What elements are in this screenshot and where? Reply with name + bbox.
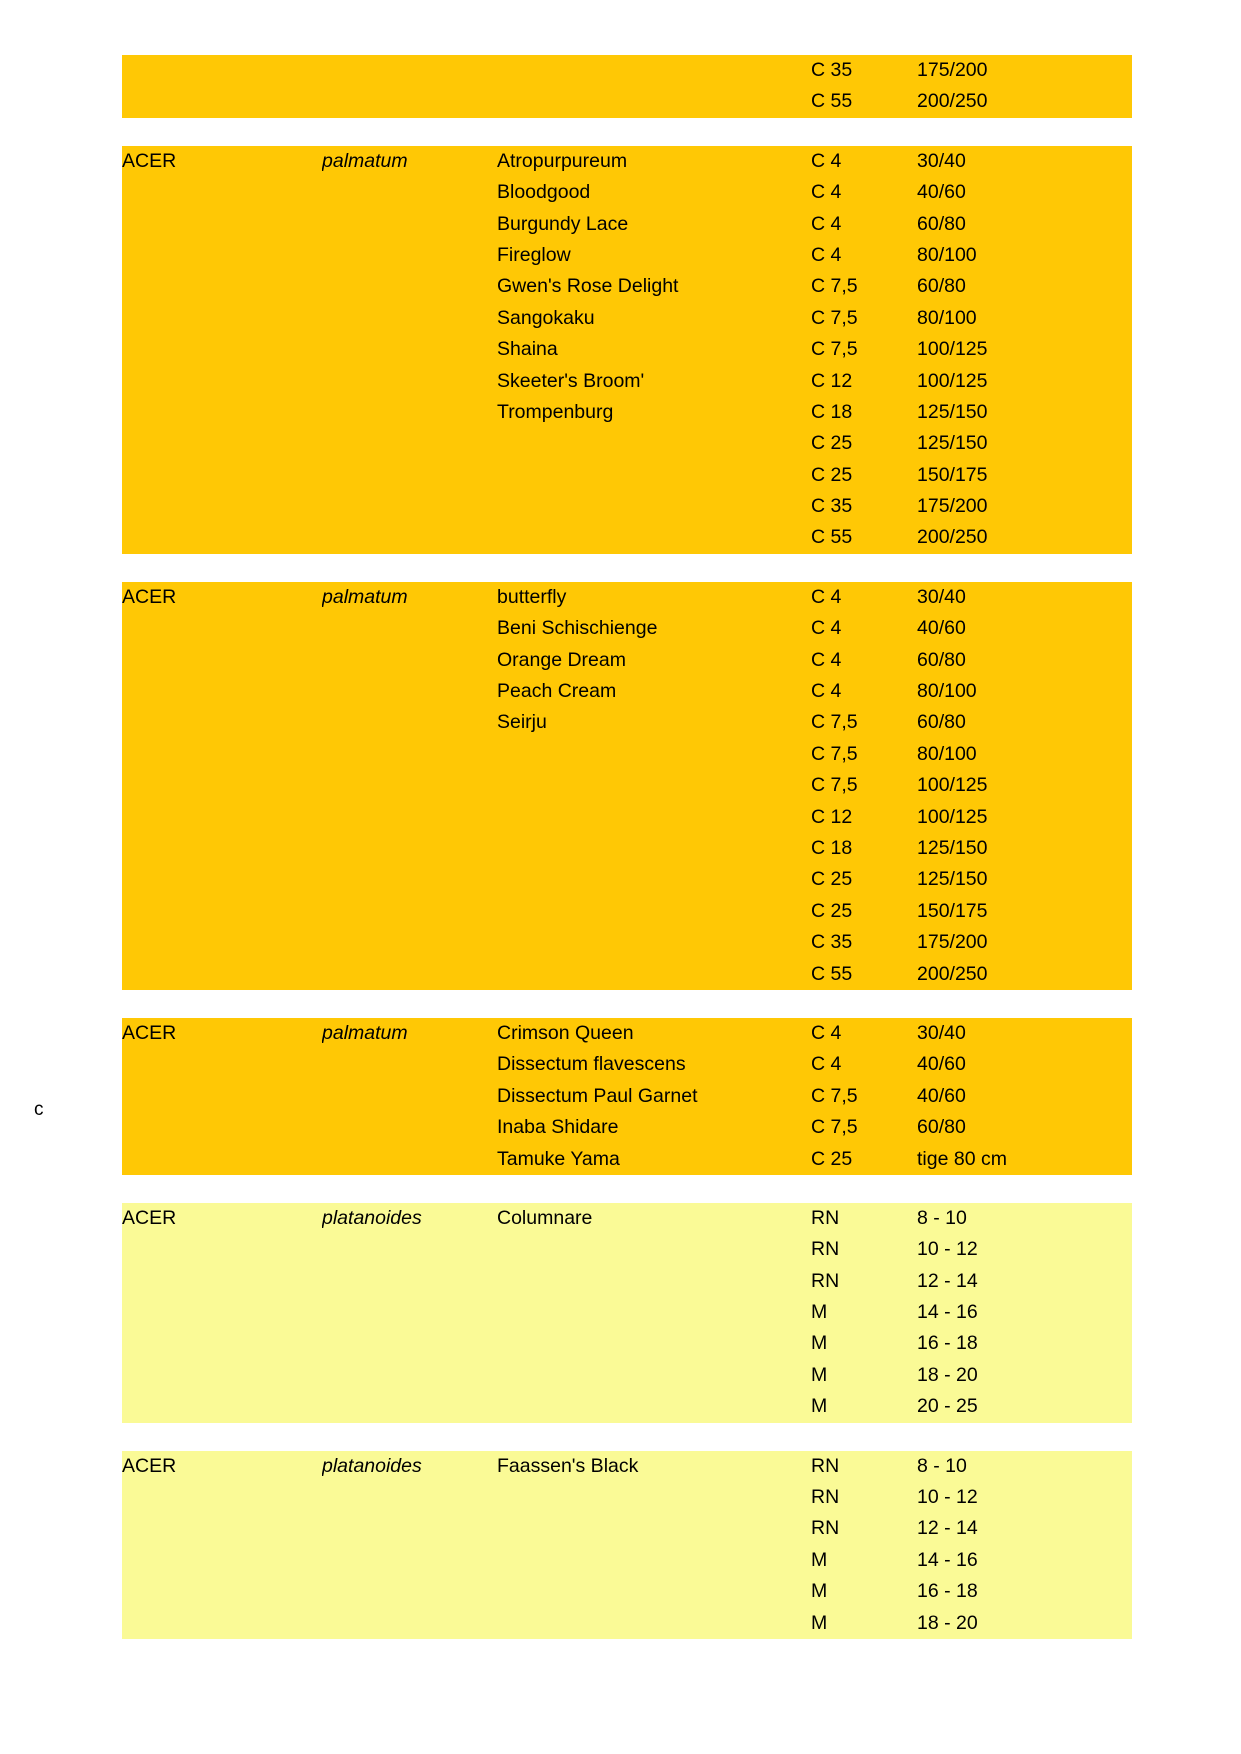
table-row	[122, 240, 1132, 271]
pot-size-cell: C 25	[811, 432, 853, 455]
pot-size-cell: C 7,5	[811, 774, 858, 797]
height-range-cell: 40/60	[917, 181, 966, 204]
plant-block	[122, 582, 1132, 990]
table-row	[122, 676, 1132, 707]
cultivar-cell: butterfly	[497, 585, 567, 608]
cultivar-cell: Dissectum flavescens	[497, 1053, 686, 1076]
genus-cell: ACER	[122, 1454, 177, 1477]
pot-size-cell: C 25	[811, 868, 853, 891]
pot-size-cell: C 4	[811, 617, 842, 640]
cultivar-cell: Dissectum Paul Garnet	[497, 1084, 698, 1107]
height-range-cell: 16 - 18	[917, 1580, 978, 1603]
plant-block	[122, 146, 1132, 554]
table-row	[122, 303, 1132, 334]
table-row	[122, 1049, 1132, 1080]
table-row	[122, 739, 1132, 770]
table-row	[122, 1234, 1132, 1265]
table-row	[122, 177, 1132, 208]
table-row	[122, 959, 1132, 990]
pot-size-cell: M	[811, 1548, 828, 1571]
height-range-cell: 20 - 25	[917, 1395, 978, 1418]
cultivar-cell: Sangokaku	[497, 306, 595, 329]
pot-size-cell: C 35	[811, 495, 853, 518]
height-range-cell: 10 - 12	[917, 1238, 978, 1261]
species-cell: palmatum	[322, 149, 408, 172]
cultivar-cell: Inaba Shidare	[497, 1116, 619, 1139]
genus-cell: ACER	[122, 149, 177, 172]
cultivar-cell: Tamuke Yama	[497, 1147, 620, 1170]
height-range-cell: 60/80	[917, 1116, 966, 1139]
plant-block	[122, 55, 1132, 118]
pot-size-cell: C 7,5	[811, 711, 858, 734]
pot-size-cell: C 18	[811, 836, 853, 859]
cultivar-cell: Atropurpureum	[497, 149, 628, 172]
table-row	[122, 1266, 1132, 1297]
pot-size-cell: C 7,5	[811, 1084, 858, 1107]
table-row	[122, 833, 1132, 864]
table-row	[122, 582, 1132, 613]
height-range-cell: 40/60	[917, 1084, 966, 1107]
height-range-cell: 125/150	[917, 400, 988, 423]
table-row	[122, 1112, 1132, 1143]
table-row	[122, 1144, 1132, 1175]
height-range-cell: 60/80	[917, 275, 966, 298]
cultivar-cell: Columnare	[497, 1206, 593, 1229]
pot-size-cell: C 12	[811, 805, 853, 828]
table-row	[122, 896, 1132, 927]
pot-size-cell: C 55	[811, 90, 853, 113]
height-range-cell: 125/150	[917, 836, 988, 859]
height-range-cell: 80/100	[917, 742, 977, 765]
cultivar-cell: Bloodgood	[497, 181, 591, 204]
table-row	[122, 1360, 1132, 1391]
height-range-cell: 125/150	[917, 868, 988, 891]
table-row	[122, 1545, 1132, 1576]
species-cell: palmatum	[322, 1021, 408, 1044]
table-row	[122, 645, 1132, 676]
pot-size-cell: C 4	[811, 181, 842, 204]
cultivar-cell: Gwen's Rose Delight	[497, 275, 679, 298]
pot-size-cell: C 35	[811, 59, 853, 81]
block-separator	[122, 990, 1132, 1018]
height-range-cell: 200/250	[917, 526, 988, 549]
table-row	[122, 460, 1132, 491]
plant-block	[122, 1451, 1132, 1639]
height-range-cell: 150/175	[917, 463, 988, 486]
table-row	[122, 864, 1132, 895]
pot-size-cell: C 7,5	[811, 275, 858, 298]
cultivar-cell: Seirju	[497, 711, 547, 734]
margin-note: c	[34, 1099, 44, 1120]
height-range-cell: 30/40	[917, 149, 966, 172]
height-range-cell: 18 - 20	[917, 1363, 978, 1386]
table-row	[122, 1451, 1132, 1482]
block-separator	[122, 554, 1132, 582]
pot-size-cell: C 35	[811, 931, 853, 954]
pot-size-cell: RN	[811, 1206, 840, 1229]
pot-size-cell: C 4	[811, 585, 842, 608]
pot-size-cell: C 4	[811, 1053, 842, 1076]
height-range-cell: 125/150	[917, 432, 988, 455]
pot-size-cell: C 4	[811, 680, 842, 703]
height-range-cell: 14 - 16	[917, 1301, 978, 1324]
table-row	[122, 1608, 1132, 1639]
cultivar-cell: Peach Cream	[497, 680, 617, 703]
cultivar-cell: Orange Dream	[497, 648, 626, 671]
table-row	[122, 802, 1132, 833]
table-row	[122, 55, 1132, 86]
height-range-cell: 175/200	[917, 59, 988, 81]
pot-size-cell: C 12	[811, 369, 853, 392]
species-cell: platanoides	[322, 1206, 422, 1229]
table-row	[122, 146, 1132, 177]
pot-size-cell: C 7,5	[811, 306, 858, 329]
pot-size-cell: M	[811, 1332, 828, 1355]
pot-size-cell: C 55	[811, 526, 853, 549]
table-row	[122, 366, 1132, 397]
table-row	[122, 491, 1132, 522]
cultivar-cell: Fireglow	[497, 243, 571, 266]
height-range-cell: 60/80	[917, 212, 966, 235]
height-range-cell: 100/125	[917, 369, 988, 392]
table-row	[122, 1391, 1132, 1422]
pot-size-cell: RN	[811, 1454, 840, 1477]
table-row	[122, 522, 1132, 553]
height-range-cell: 175/200	[917, 495, 988, 518]
height-range-cell: 30/40	[917, 1021, 966, 1044]
pot-size-cell: C 4	[811, 149, 842, 172]
table-row	[122, 1482, 1132, 1513]
pot-size-cell: C 7,5	[811, 1116, 858, 1139]
table-row	[122, 334, 1132, 365]
table-row	[122, 1513, 1132, 1544]
plant-block	[122, 1203, 1132, 1423]
height-range-cell: 14 - 16	[917, 1548, 978, 1571]
height-range-cell: 100/125	[917, 805, 988, 828]
pot-size-cell: RN	[811, 1517, 840, 1540]
cultivar-cell: Crimson Queen	[497, 1021, 634, 1044]
pot-size-cell: RN	[811, 1486, 840, 1509]
species-cell: platanoides	[322, 1454, 422, 1477]
height-range-cell: tige 80 cm	[917, 1147, 1007, 1170]
cultivar-cell: Faassen's Black	[497, 1454, 639, 1477]
table-row	[122, 1576, 1132, 1607]
genus-cell: ACER	[122, 585, 177, 608]
pot-size-cell: C 4	[811, 212, 842, 235]
cultivar-cell: Beni Schischienge	[497, 617, 658, 640]
table-row	[122, 927, 1132, 958]
cultivar-cell: Shaina	[497, 338, 558, 361]
height-range-cell: 8 - 10	[917, 1454, 967, 1477]
pot-size-cell: C 4	[811, 243, 842, 266]
plant-block	[122, 1018, 1132, 1175]
height-range-cell: 80/100	[917, 243, 977, 266]
pot-size-cell: M	[811, 1363, 828, 1386]
height-range-cell: 200/250	[917, 962, 988, 985]
genus-cell: ACER	[122, 1021, 177, 1044]
block-separator	[122, 118, 1132, 146]
pot-size-cell: C 25	[811, 1147, 853, 1170]
pot-size-cell: C 4	[811, 648, 842, 671]
cultivar-cell: Skeeter's Broom'	[497, 369, 645, 392]
table-row	[122, 271, 1132, 302]
table-row	[122, 86, 1132, 117]
height-range-cell: 18 - 20	[917, 1611, 978, 1634]
table-row	[122, 1018, 1132, 1049]
height-range-cell: 150/175	[917, 899, 988, 922]
block-separator	[122, 1175, 1132, 1203]
pot-size-cell: C 25	[811, 463, 853, 486]
table-row	[122, 1081, 1132, 1112]
height-range-cell: 80/100	[917, 306, 977, 329]
height-range-cell: 40/60	[917, 617, 966, 640]
table-row	[122, 770, 1132, 801]
table-row	[122, 1203, 1132, 1234]
block-separator	[122, 1423, 1132, 1451]
cultivar-cell: Burgundy Lace	[497, 212, 629, 235]
pot-size-cell: C 55	[811, 962, 853, 985]
height-range-cell: 200/250	[917, 90, 988, 113]
pot-size-cell: RN	[811, 1238, 840, 1261]
pot-size-cell: M	[811, 1395, 828, 1418]
height-range-cell: 100/125	[917, 774, 988, 797]
pot-size-cell: C 7,5	[811, 742, 858, 765]
table-row	[122, 1328, 1132, 1359]
height-range-cell: 16 - 18	[917, 1332, 978, 1355]
pot-size-cell: M	[811, 1611, 828, 1634]
height-range-cell: 8 - 10	[917, 1206, 967, 1229]
pot-size-cell: M	[811, 1301, 828, 1324]
height-range-cell: 60/80	[917, 648, 966, 671]
height-range-cell: 12 - 14	[917, 1517, 978, 1540]
table-row	[122, 707, 1132, 738]
height-range-cell: 40/60	[917, 1053, 966, 1076]
cultivar-cell: Trompenburg	[497, 400, 614, 423]
pot-size-cell: C 25	[811, 899, 853, 922]
height-range-cell: 60/80	[917, 711, 966, 734]
height-range-cell: 80/100	[917, 680, 977, 703]
genus-cell: ACER	[122, 1206, 177, 1229]
table-row	[122, 428, 1132, 459]
height-range-cell: 12 - 14	[917, 1269, 978, 1292]
pot-size-cell: RN	[811, 1269, 840, 1292]
species-cell: palmatum	[322, 585, 408, 608]
height-range-cell: 100/125	[917, 338, 988, 361]
table-row	[122, 613, 1132, 644]
table-row	[122, 209, 1132, 240]
pot-size-cell: C 7,5	[811, 338, 858, 361]
height-range-cell: 10 - 12	[917, 1486, 978, 1509]
table-row	[122, 1297, 1132, 1328]
pot-size-cell: C 18	[811, 400, 853, 423]
height-range-cell: 30/40	[917, 585, 966, 608]
height-range-cell: 175/200	[917, 931, 988, 954]
pot-size-cell: C 4	[811, 1021, 842, 1044]
table-row	[122, 397, 1132, 428]
pot-size-cell: M	[811, 1580, 828, 1603]
plant-blocks-container	[122, 55, 1132, 1639]
